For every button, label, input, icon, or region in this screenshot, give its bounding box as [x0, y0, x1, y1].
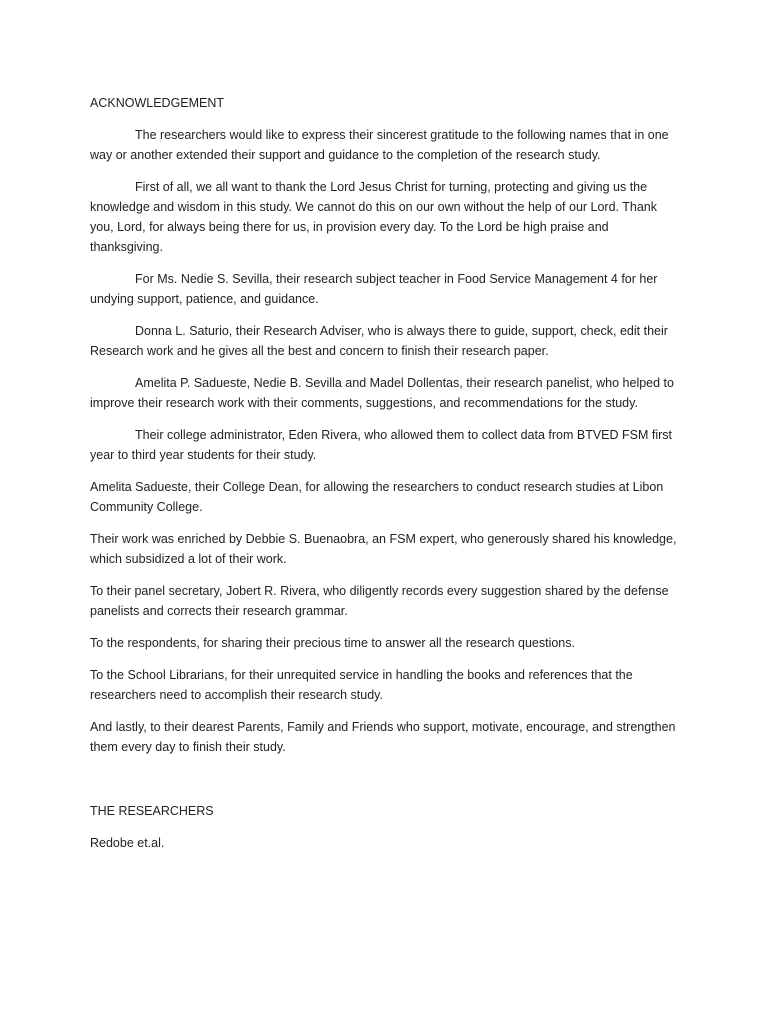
document-title: ACKNOWLEDGEMENT	[90, 96, 225, 110]
paragraph-librarians: To the School Librarians, for their unrequited service in handling the books and references that the researchers need to accomplish their research study.	[90, 668, 633, 702]
closing-label: THE RESEARCHERS	[90, 804, 214, 818]
paragraph-adviser: Donna L. Saturio, their Research Adviser, who is always there to guide, support, check, edit their Research work and he gives all the best and concern to finish their research paper.	[90, 324, 668, 358]
paragraph-subject-teacher: For Ms. Nedie S. Sevilla, their research subject teacher in Food Service Management 4 for her undying support, patience, and guidance.	[90, 272, 658, 306]
paragraph-panel-secretary: To their panel secretary, Jobert R. Rivera, who diligently records every suggestion shared by the defense panelists and corrects their research grammar.	[90, 584, 669, 618]
paragraph-dean: Amelita Sadueste, their College Dean, for allowing the researchers to conduct research studies at Libon Community College.	[90, 480, 664, 514]
paragraph-intro: The researchers would like to express their sincerest gratitude to the following names that in one way or another extended their support and guidance to the completion of the research study.	[90, 128, 669, 162]
paragraph-administrator: Their college administrator, Eden Rivera, who allowed them to collect data from BTVED FSM first year to third year students for their study.	[90, 428, 673, 462]
paragraph-respondents: To the respondents, for sharing their precious time to answer all the research questions.	[90, 636, 575, 650]
closing-signature: Redobe et.al.	[90, 836, 165, 850]
paragraph-fsm-expert: Their work was enriched by Debbie S. Buenaobra, an FSM expert, who generously shared his knowledge, which subsidized a lot of their work.	[90, 532, 677, 566]
closing-spacer	[90, 769, 680, 801]
paragraph-family: And lastly, to their dearest Parents, Family and Friends who support, motivate, encourage, and strengthen them every day to finish their study.	[90, 720, 676, 754]
paragraph-lord: First of all, we all want to thank the Lord Jesus Christ for turning, protecting and giving us the knowledge and wisdom in this study. We cannot do this on our own without the help of our Lord. Thank you, Lord, for always being there for us, in provision every day. To the Lord be high praise and thanksgiving.	[90, 180, 658, 254]
paragraph-panelists: Amelita P. Sadueste, Nedie B. Sevilla and Madel Dollentas, their research panelist, who helped to improve their research work with their comments, suggestions, and recommendations for the study.	[90, 376, 674, 410]
document-page	[90, 93, 680, 865]
